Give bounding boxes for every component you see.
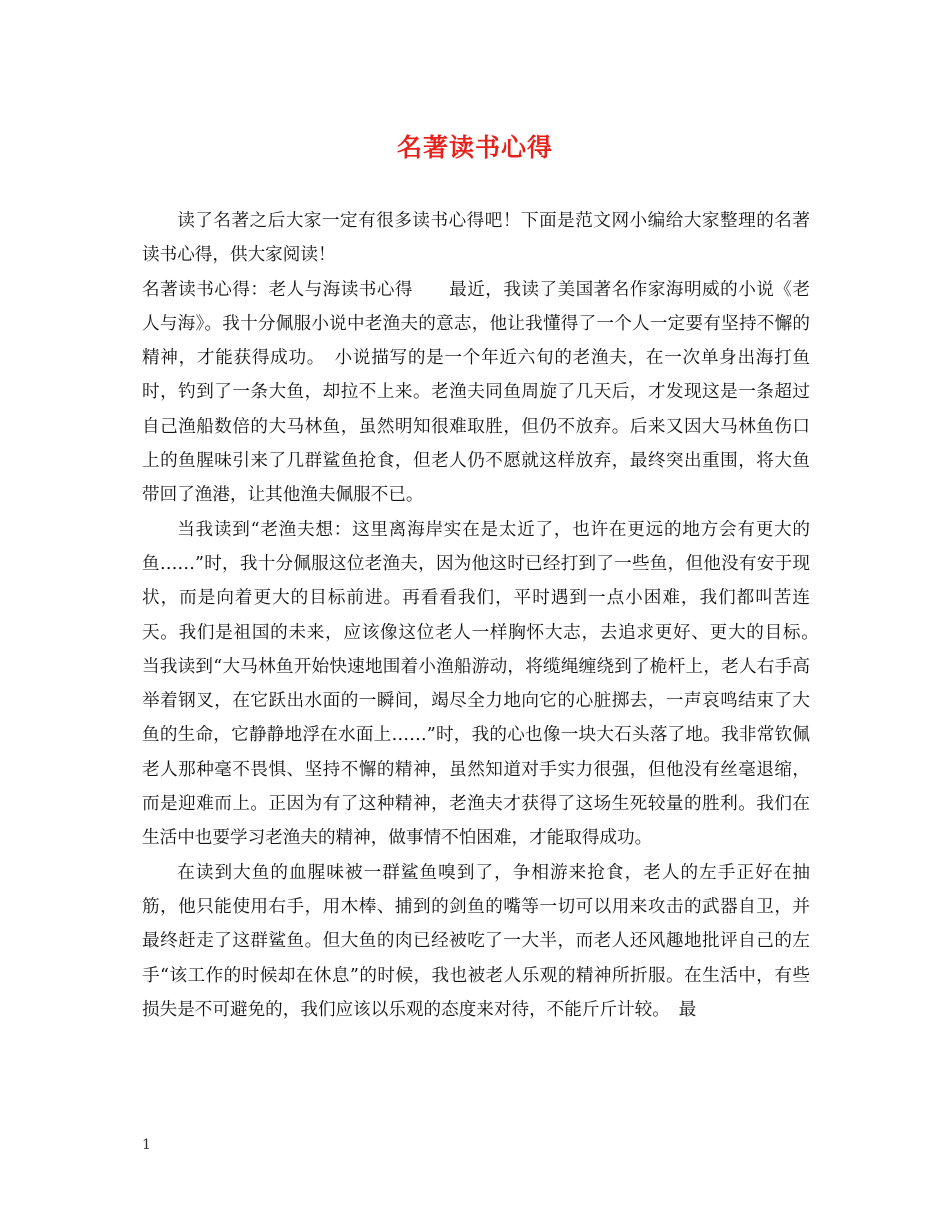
body-text [142, 204, 828, 1027]
page-title: 名著读书心得 [396, 133, 553, 162]
paragraph-body: 在读到大鱼的血腥味被一群鲨鱼嗅到了，争相游来抢食，老人的左手正好在抽筋，他只能使用右手，用木棒、捕到的剑鱼的嘴等一切可以用来攻击的武器自卫，并最终赶走了这群鲨鱼。但大鱼的肉已经被吃了一大半，而老人还风趣地批评自己的左手“该工作的时候却在休息”的时候，我也被老人乐观的精神所折服。在生活中，有些损失是不可避免的，我们应该以乐观的态度来对待，不能斤斤计较。 最 [142, 862, 810, 1020]
page-number: 1 [142, 1137, 151, 1153]
paragraph-body: 当我读到“老渔夫想：这里离海岸实在是太近了，也许在更远的地方会有更大的鱼……”时，我十分佩服这位老渔夫，因为他这时已经打到了一些鱼，但他没有安于现状，而是向着更大的目标前进。再看看我们，平时遇到一点小困难，我们都叫苦连天。我们是祖国的未来，应该像这位老人一样胸怀大志，去追求更好、更大的目标。 当我读到“大马林鱼开始快速地围着小渔船游动，将缆绳缠绕到了桅杆上，老人右手高举着钢叉，在它跃出水面的一瞬间，竭尽全力地向它的心脏掷去，一声哀鸣结束了大鱼的生命，它静静地浮在水面上……”时，我的心也像一块大石头落了地。我非常钦佩老人那种毫不畏惧、坚持不懈的精神，虽然知道对手实力很强，但他没有丝毫退缩，而是迎难而上。正因为有了这种精神，老渔夫才获得了这场生死较量的胜利。我们在生活中也要学习老渔夫的精神，做事情不怕困难，才能取得成功。 [142, 519, 828, 849]
paragraph-section-heading: 名著读书心得：老人与海读书心得 最近，我读了美国著名作家海明威的小说《老人与海》。我十分佩服小说中老渔夫的意志，他让我懂得了一个人一定要有坚持不懈的精神，才能获得成功。 小说描写的是一个年近六旬的老渔夫，在一次单身出海打鱼时，钓到了一条大鱼，却拉不上来。老渔夫同鱼周旋了几天后，才发现这是一条超过自己渔船数倍的大马林鱼，虽然明知很难取胜，但仍不放弃。后来又因大马林鱼伤口上的鱼腥味引来了几群鲨鱼抢食，但老人仍不愿就这样放弃，最终突出重围，将大鱼带回了渔港，让其他渔夫佩服不已。 [142, 279, 810, 506]
paragraph-intro: 读了名著之后大家一定有很多读书心得吧！下面是范文网小编给大家整理的名著读书心得，供大家阅读！ [142, 211, 810, 266]
